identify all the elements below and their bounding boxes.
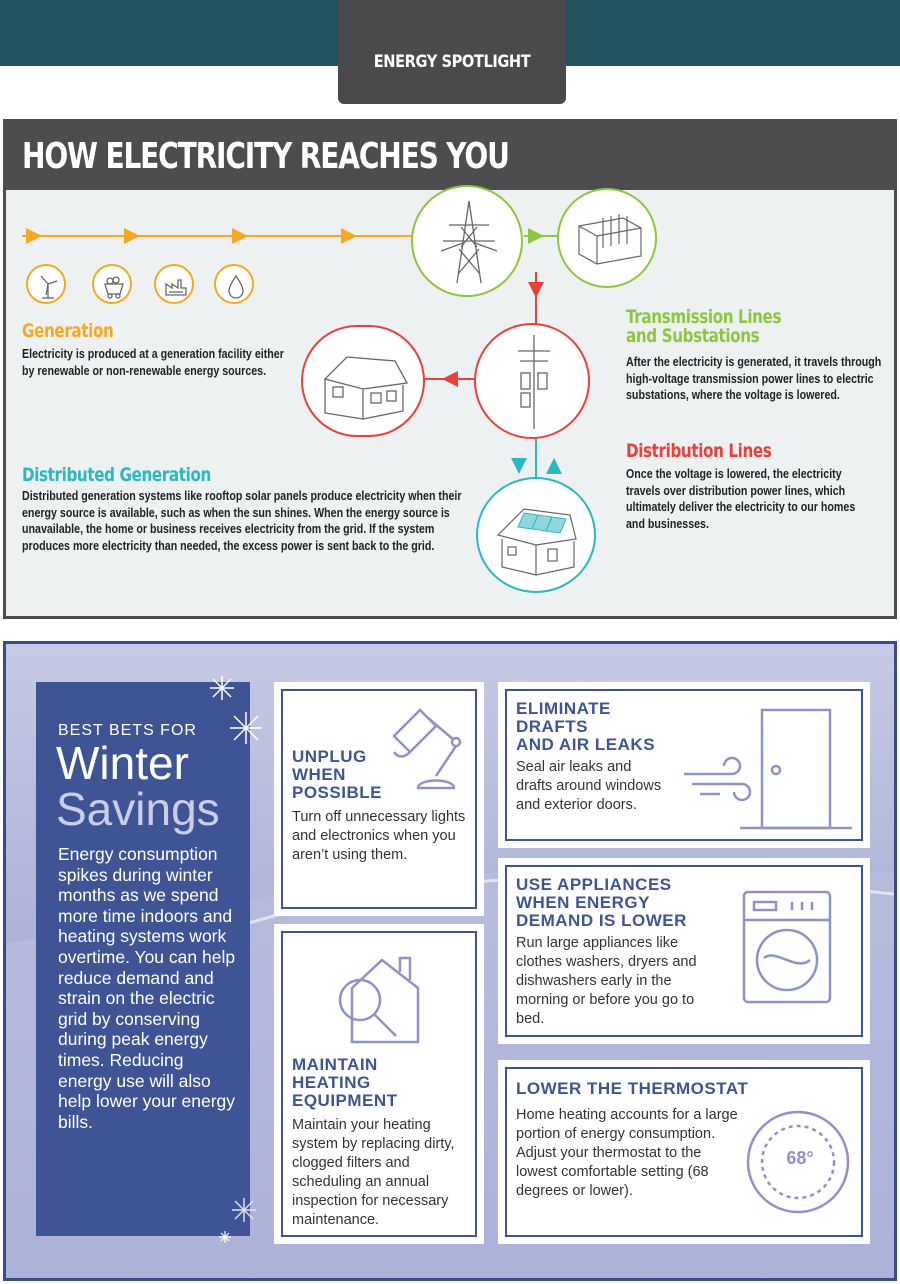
- utility-pole-icon: [474, 323, 590, 439]
- thermostat-text: Home heating accounts for a large portion of energy consumption. Adjust your thermostat to the lowest comfortable setting (68 degrees or lower).: [516, 1107, 738, 1199]
- winter-kicker: BEST BETS FOR: [58, 722, 197, 739]
- section-tab: [338, 0, 566, 104]
- transmission-text: After the electricity is generated, it travels through high-voltage transmission power lines to electric substations, where the voltage is lowered.: [626, 354, 882, 402]
- winter-savings-section: [3, 641, 897, 1281]
- thermostat-card: [498, 1060, 870, 1244]
- thermostat-value: 68°: [786, 1148, 814, 1168]
- snowflake-icon: [228, 710, 268, 750]
- heating-card: [274, 924, 484, 1244]
- desk-lamp-icon: [374, 696, 484, 806]
- snowflake-icon: [208, 674, 248, 714]
- washing-machine-icon: [736, 886, 846, 1016]
- factory-icon: [154, 264, 194, 304]
- substation-icon: [557, 188, 657, 288]
- house-icon: [301, 325, 425, 437]
- drafts-text: Seal air leaks and drafts around windows and exterior doors.: [516, 759, 662, 813]
- drafts-card: [498, 682, 870, 848]
- thermostat-title: LOWER THE THERMOSTAT: [516, 1079, 749, 1098]
- winter-intro-text: Energy consumption spikes during winter months as we spend more time indoors and heating systems work overtime. You can help reduce demand and strain on the electric grid by conserving during peak energy times. Reducing energy use will also help lower your energy bills.: [58, 844, 236, 1132]
- generation-heading: Generation: [22, 320, 114, 342]
- water-drop-icon: [214, 264, 254, 304]
- tab-label: ENERGY SPOTLIGHT: [373, 52, 531, 72]
- distribution-heading: Distribution Lines: [626, 440, 772, 462]
- heating-title: MAINTAIN HEATING EQUIPMENT: [292, 1055, 398, 1110]
- electricity-section: [3, 119, 897, 619]
- coal-cart-icon: [92, 264, 132, 304]
- distributed-generation-heading: Distributed Generation: [22, 464, 211, 486]
- electricity-title: HOW ELECTRICITY REACHES YOU: [22, 136, 509, 177]
- appliances-title: USE APPLIANCES WHEN ENERGY DEMAND IS LOWER: [516, 875, 687, 930]
- transmission-tower-icon: [411, 185, 523, 297]
- unplug-card: [274, 682, 484, 916]
- solar-house-icon: [476, 477, 596, 593]
- transmission-heading: Transmission Lines and Substations: [626, 306, 782, 347]
- distributed-generation-text: Distributed generation systems like rooftop solar panels produce electricity when their energy source is available, such as when the sun shines. When the energy source is unavailable, the home or business receives electricity from the grid. If the system produces more electricity than needed, the excess power is sent back to the grid.: [22, 488, 462, 553]
- appliances-card: [498, 858, 870, 1044]
- winter-intro-panel: [36, 682, 250, 1236]
- winter-title: Winter: [56, 737, 189, 789]
- wind-turbine-icon: [26, 264, 66, 304]
- unplug-text: Turn off unnecessary lights and electronics when you aren’t using them.: [292, 809, 466, 863]
- generation-text: Electricity is produced at a generation facility either by renewable or non-renewable energy sources.: [22, 346, 284, 378]
- heating-text: Maintain your heating system by replacing dirty, clogged filters and scheduling an annual inspection for necessary maintenance.: [292, 1117, 455, 1228]
- snowflake-icon: [218, 1230, 238, 1250]
- distribution-text: Once the voltage is lowered, the electricity travels over distribution power lines, which ultimately deliver the electricity to our homes and businesses.: [626, 466, 856, 531]
- savings-title: Savings: [56, 783, 220, 835]
- drafts-title: ELIMINATE DRAFTS AND AIR LEAKS: [516, 699, 656, 754]
- unplug-title: UNPLUG WHEN POSSIBLE: [292, 747, 382, 802]
- door-draft-icon: [680, 700, 860, 840]
- appliances-text: Run large appliances like clothes washers, dryers and dishwashers early in the morning or before you go to bed.: [516, 935, 697, 1027]
- house-magnifier-icon: [322, 942, 442, 1052]
